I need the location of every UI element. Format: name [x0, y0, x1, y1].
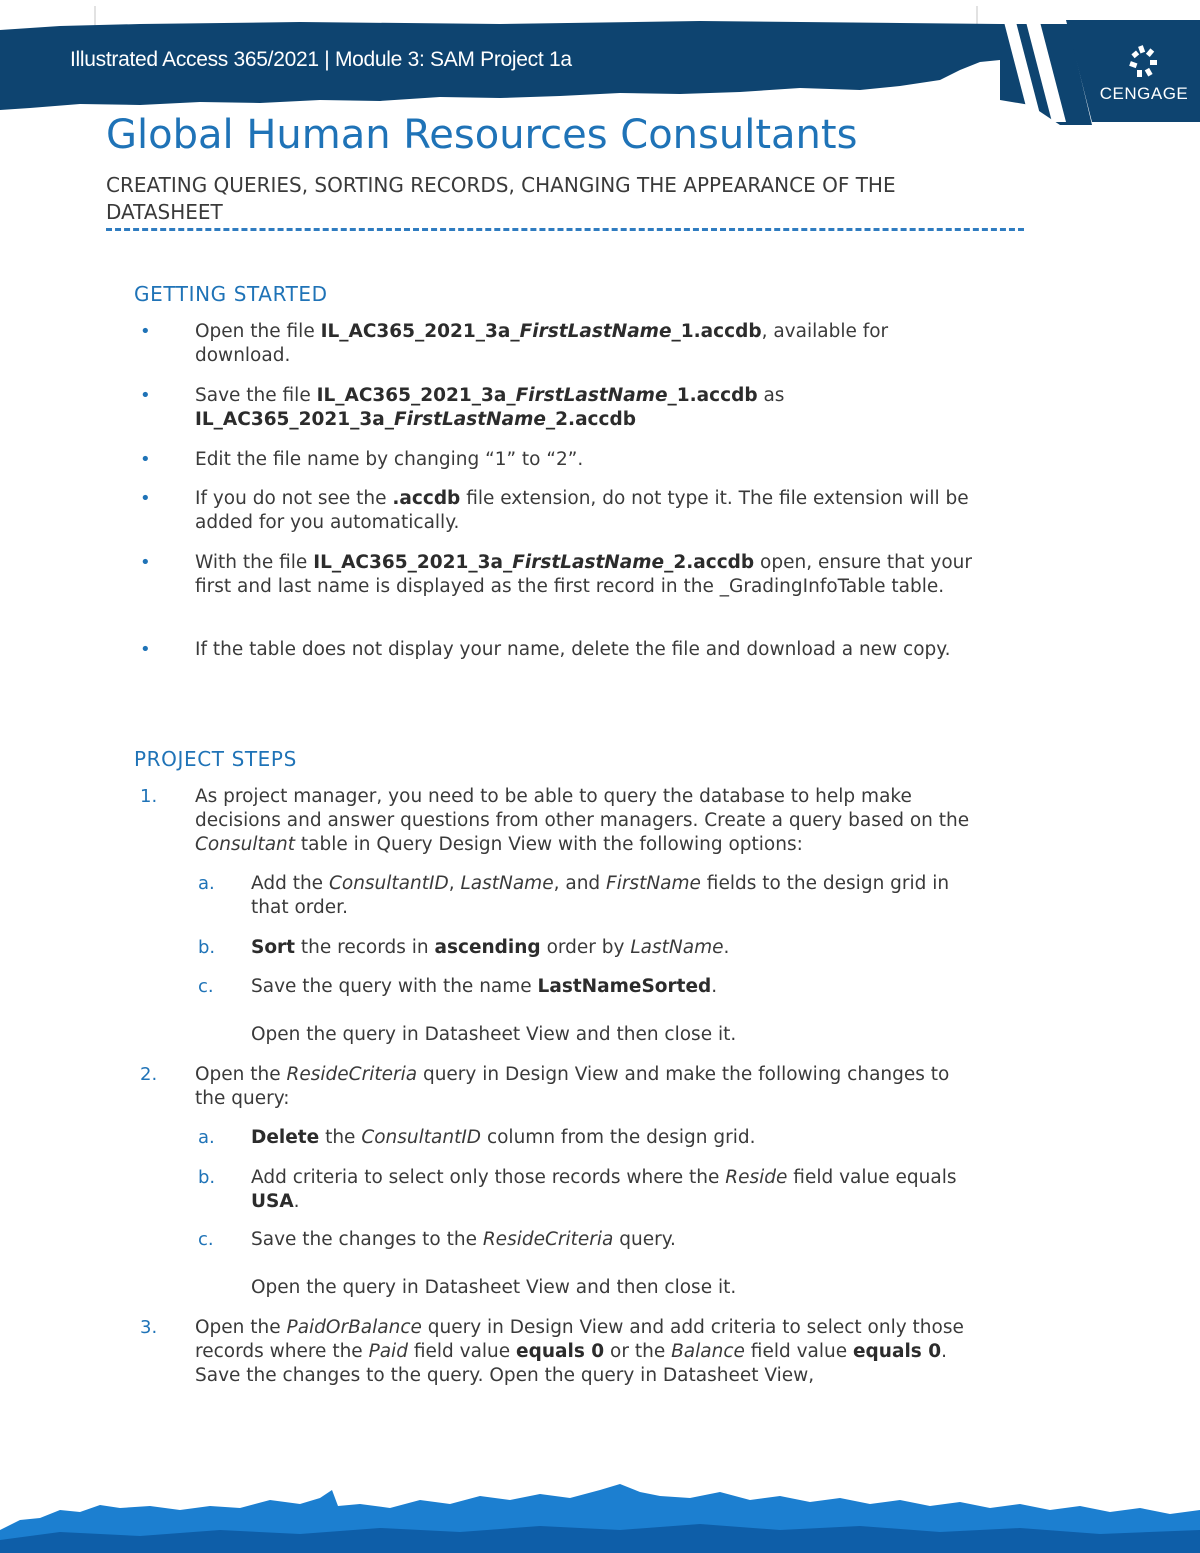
list-item-text: If you do not see the .accdb file extension, do not type it. The file extension will be added for you automatically. — [195, 488, 969, 533]
sub-step-letter: b. — [198, 937, 216, 958]
cengage-logo-icon — [1094, 44, 1194, 84]
sub-step-text: Delete the ConsultantID column from the design grid. — [251, 1127, 756, 1148]
step-text: Open the PaidOrBalance query in Design View and add criteria to select only those records where the Paid field value equals 0 or the Balance field value equals 0. Save the changes to the query. Open the query in Datasheet View, — [195, 1317, 964, 1386]
list-item-text: If the table does not display your name, delete the file and download a new copy. — [195, 639, 951, 660]
sub-step-note-text: Open the query in Datasheet View and then close it. — [251, 1024, 737, 1045]
bullet-icon: • — [140, 552, 151, 573]
sub-step-letter: a. — [198, 1127, 215, 1148]
sub-step-letter: a. — [198, 873, 215, 894]
cengage-logo-text: CENGAGE — [1099, 84, 1189, 103]
sub-step-letter: c. — [198, 976, 214, 997]
list-item-text: Save the file IL_AC365_2021_3a_FirstLastName_1.accdb as IL_AC365_2021_3a_FirstLastName_2.accdb — [195, 385, 785, 430]
bullet-icon: • — [140, 385, 151, 406]
cengage-logo — [1094, 44, 1194, 104]
footer-wave-band — [0, 1470, 1200, 1553]
list-item-text: With the file IL_AC365_2021_3a_FirstLastName_2.accdb open, ensure that your first and last name is displayed as the first record in the _GradingInfoTable table. — [195, 552, 972, 597]
step-text: As project manager, you need to be able to query the database to help make decisions and answer questions from other managers. Create a query based on the Consultant table in Query Design View with the following options: — [195, 786, 970, 855]
bullet-icon: • — [140, 321, 151, 342]
document-subtitle: CREATING QUERIES, SORTING RECORDS, CHANGING THE APPEARANCE OF THE DATASHEET — [106, 173, 896, 224]
list-item-text: Edit the file name by changing “1” to “2”. — [195, 449, 584, 470]
sub-step-text: Save the query with the name LastNameSorted. — [251, 976, 718, 997]
bullet-icon: • — [140, 449, 151, 470]
sub-step-text: Add criteria to select only those records where the Reside field value equals USA. — [251, 1167, 957, 1212]
step-text: Open the ResideCriteria query in Design View and make the following changes to the query: — [195, 1064, 950, 1109]
sub-step-text: Save the changes to the ResideCriteria query. — [251, 1229, 676, 1250]
header-title: Illustrated Access 365/2021 | Module 3: SAM Project 1a — [70, 48, 572, 71]
step-number: 2. — [140, 1064, 158, 1085]
bullet-icon: • — [140, 488, 151, 509]
sub-step-letter: b. — [198, 1167, 216, 1188]
sub-step-text: Sort the records in ascending order by LastName. — [251, 937, 730, 958]
bullet-icon: • — [140, 639, 151, 660]
sub-step-letter: c. — [198, 1229, 214, 1250]
step-number: 3. — [140, 1317, 158, 1338]
getting-started-heading: GETTING STARTED — [134, 282, 328, 306]
step-number: 1. — [140, 786, 158, 807]
document-title: Global Human Resources Consultants — [106, 112, 858, 158]
list-item-text: Open the file IL_AC365_2021_3a_FirstLastName_1.accdb, available for download. — [195, 321, 889, 366]
project-steps-heading: PROJECT STEPS — [134, 747, 297, 771]
title-divider — [106, 228, 1024, 231]
sub-step-text: Add the ConsultantID, LastName, and FirstName fields to the design grid in that order. — [251, 873, 950, 918]
sub-step-note-text: Open the query in Datasheet View and then close it. — [251, 1277, 737, 1298]
